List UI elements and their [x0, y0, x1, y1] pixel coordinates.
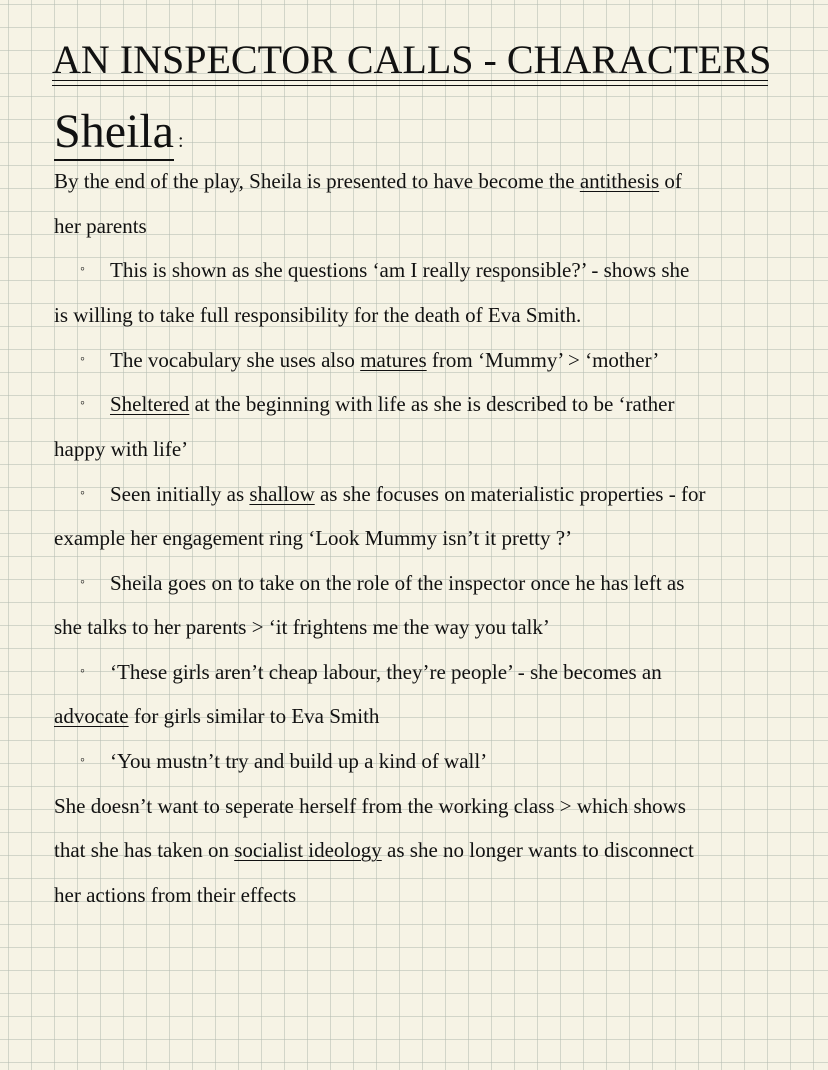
line-text: for girls similar to Eva Smith: [128, 704, 380, 728]
text-line: [110, 658, 662, 686]
underlined-keyword: shallow: [249, 482, 315, 506]
line-text: Seen initially as: [110, 482, 250, 506]
text-line: [54, 301, 581, 329]
line-text: at the beginning with life as she is described to be ‘rather: [189, 392, 675, 416]
title-double-underline: [52, 80, 768, 86]
text-line: [110, 390, 675, 418]
line-text: that she has taken on: [54, 838, 235, 862]
text-line: [54, 524, 572, 552]
text-line: [54, 836, 694, 864]
character-name: Sheila: [54, 105, 174, 161]
bullet-marker: ◦: [80, 352, 85, 367]
line-text: is willing to take full responsibility for the death of Eva Smith.: [54, 303, 582, 327]
text-line: [54, 702, 379, 730]
text-line: [110, 569, 684, 597]
underlined-keyword: advocate: [54, 704, 129, 728]
line-text: This is shown as she questions ‘am I really responsible?’ - shows she: [110, 258, 690, 282]
line-text: ‘You mustn’t try and build up a kind of wall’: [110, 749, 488, 773]
underlined-keyword: socialist ideology: [234, 838, 382, 862]
line-text: example her engagement ring ‘Look Mummy isn’t it pretty ?’: [54, 526, 573, 550]
bullet-marker: ◦: [80, 664, 85, 679]
page-title: AN INSPECTOR CALLS - CHARACTERS: [52, 37, 772, 82]
text-line: [54, 792, 686, 820]
line-text: her actions from their effects: [54, 883, 297, 907]
line-text: ‘These girls aren’t cheap labour, they’re people’ - she becomes an: [110, 660, 662, 684]
line-text: her parents: [54, 214, 147, 238]
heading-colon: :: [177, 130, 184, 152]
bullet-marker: ◦: [80, 575, 85, 590]
line-text: of: [659, 169, 682, 193]
text-line: [110, 747, 487, 775]
line-text: The vocabulary she uses also: [110, 348, 361, 372]
bullet-marker: ◦: [80, 486, 85, 501]
text-line: [54, 167, 682, 195]
text-line: [54, 881, 296, 909]
bullet-marker: ◦: [80, 262, 85, 277]
line-text: she talks to her parents > ‘it frightens me the way you talk’: [54, 615, 550, 639]
line-text: from ‘Mummy’ > ‘mother’: [426, 348, 660, 372]
underlined-keyword: Sheltered: [110, 392, 190, 416]
line-text: as she focuses on materialistic properties - for: [314, 482, 706, 506]
text-line: [110, 256, 689, 284]
text-line: [54, 212, 147, 240]
line-text: Sheila goes on to take on the role of the inspector once he has left as: [110, 571, 685, 595]
line-text: By the end of the play, Sheila is presented to have become the: [54, 169, 580, 193]
text-line: [110, 346, 659, 374]
bullet-marker: ◦: [80, 396, 85, 411]
underlined-keyword: antithesis: [579, 169, 660, 193]
text-line: [54, 435, 188, 463]
character-heading: [54, 104, 184, 169]
line-text: as she no longer wants to disconnect: [381, 838, 694, 862]
line-text: She doesn’t want to seperate herself from the working class > which shows: [54, 794, 686, 818]
bullet-marker: ◦: [80, 753, 85, 768]
line-text: happy with life’: [54, 437, 189, 461]
text-line: [110, 480, 705, 508]
text-line: [54, 613, 550, 641]
underlined-keyword: matures: [360, 348, 427, 372]
